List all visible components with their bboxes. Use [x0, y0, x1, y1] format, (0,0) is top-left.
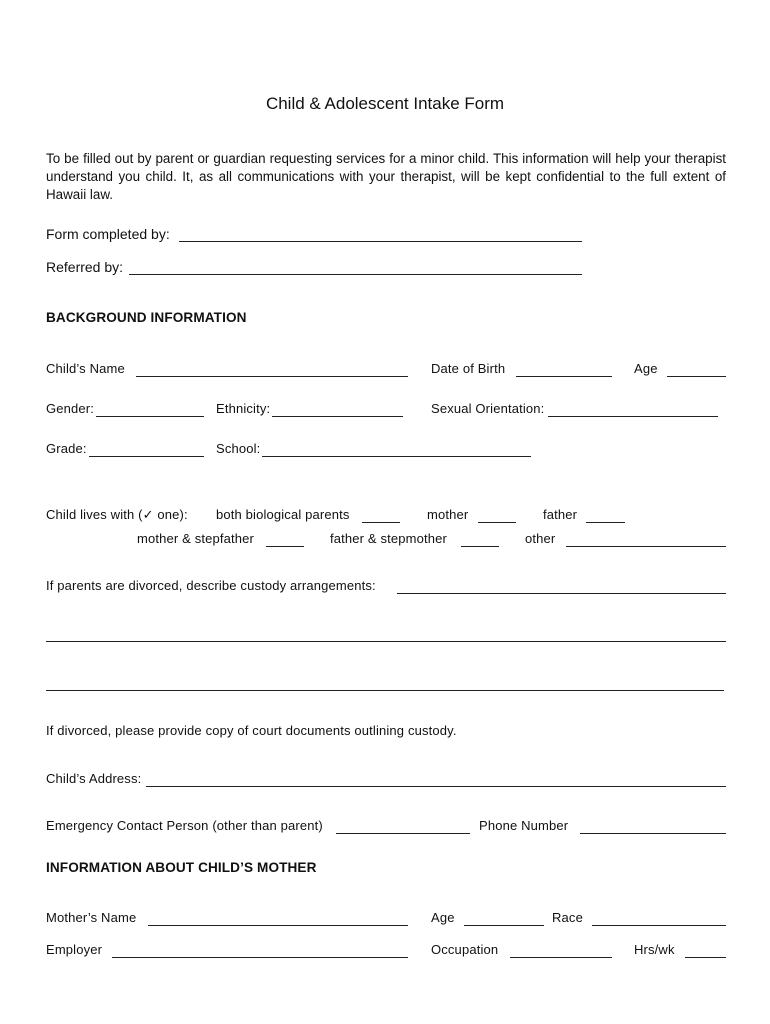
school-field[interactable]	[262, 456, 531, 457]
grade-label: Grade:	[46, 441, 87, 456]
mother-hrs-field[interactable]	[685, 957, 726, 958]
custody-label: If parents are divorced, describe custody arrangements:	[46, 578, 376, 593]
phone-number-label: Phone Number	[479, 818, 569, 833]
age-label: Age	[634, 361, 658, 376]
option-both-parents-label: both biological parents	[216, 507, 350, 522]
option-father-stepmother-field[interactable]	[461, 546, 499, 547]
option-mother-label: mother	[427, 507, 469, 522]
sexual-orientation-field[interactable]	[548, 416, 718, 417]
mother-employer-label: Employer	[46, 942, 103, 957]
option-both-parents-field[interactable]	[362, 522, 400, 523]
emergency-contact-label: Emergency Contact Person (other than parent)	[46, 818, 323, 833]
mother-occupation-field[interactable]	[510, 957, 612, 958]
referred-by-field[interactable]	[129, 274, 582, 275]
custody-field-1[interactable]	[397, 593, 726, 594]
option-father-stepmother-label: father & stepmother	[330, 531, 448, 546]
mother-age-label: Age	[431, 910, 455, 925]
childs-address-label: Child’s Address:	[46, 771, 142, 786]
childs-address-field[interactable]	[146, 786, 726, 787]
option-mother-field[interactable]	[478, 522, 516, 523]
childs-name-label: Child’s Name	[46, 361, 125, 376]
option-father-label: father	[543, 507, 578, 522]
mother-employer-field[interactable]	[112, 957, 408, 958]
option-other-field[interactable]	[566, 546, 726, 547]
mother-age-field[interactable]	[464, 925, 544, 926]
grade-field[interactable]	[89, 456, 204, 457]
option-other-label: other	[525, 531, 556, 546]
age-field[interactable]	[667, 376, 726, 377]
option-father-field[interactable]	[586, 522, 625, 523]
option-mother-stepfather-field[interactable]	[266, 546, 304, 547]
emergency-contact-field[interactable]	[336, 833, 470, 834]
mothers-name-field[interactable]	[148, 925, 408, 926]
option-mother-stepfather-label: mother & stepfather	[137, 531, 255, 546]
dob-field[interactable]	[516, 376, 612, 377]
phone-number-field[interactable]	[580, 833, 726, 834]
mother-hrs-label: Hrs/wk	[634, 942, 675, 957]
lives-with-label: Child lives with (✓ one):	[46, 507, 188, 522]
court-docs-note: If divorced, please provide copy of court documents outlining custody.	[46, 723, 457, 738]
mother-occupation-label: Occupation	[431, 942, 499, 957]
ethnicity-label: Ethnicity:	[216, 401, 271, 416]
mothers-name-label: Mother’s Name	[46, 910, 137, 925]
sexual-orientation-label: Sexual Orientation:	[431, 401, 545, 416]
dob-label: Date of Birth	[431, 361, 506, 376]
mother-race-field[interactable]	[592, 925, 726, 926]
intro-paragraph: To be filled out by parent or guardian requesting services for a minor child. This information will help your therapist understand you child. It, as all communications with your therapist, will be kept confidential to the full extent of Hawaii law.	[46, 151, 726, 202]
childs-name-field[interactable]	[136, 376, 408, 377]
referred-by-label: Referred by:	[46, 259, 124, 275]
ethnicity-field[interactable]	[272, 416, 403, 417]
mother-race-label: Race	[552, 910, 583, 925]
form-completed-by-field[interactable]	[179, 241, 582, 242]
mother-heading: INFORMATION ABOUT CHILD’S MOTHER	[46, 860, 317, 875]
custody-field-3[interactable]	[46, 690, 724, 691]
form-title: Child & Adolescent Intake Form	[265, 94, 505, 113]
school-label: School:	[216, 441, 261, 456]
custody-field-2[interactable]	[46, 641, 726, 642]
form-completed-by-label: Form completed by:	[46, 226, 170, 242]
gender-label: Gender:	[46, 401, 95, 416]
gender-field[interactable]	[96, 416, 204, 417]
background-heading: BACKGROUND INFORMATION	[46, 310, 247, 325]
